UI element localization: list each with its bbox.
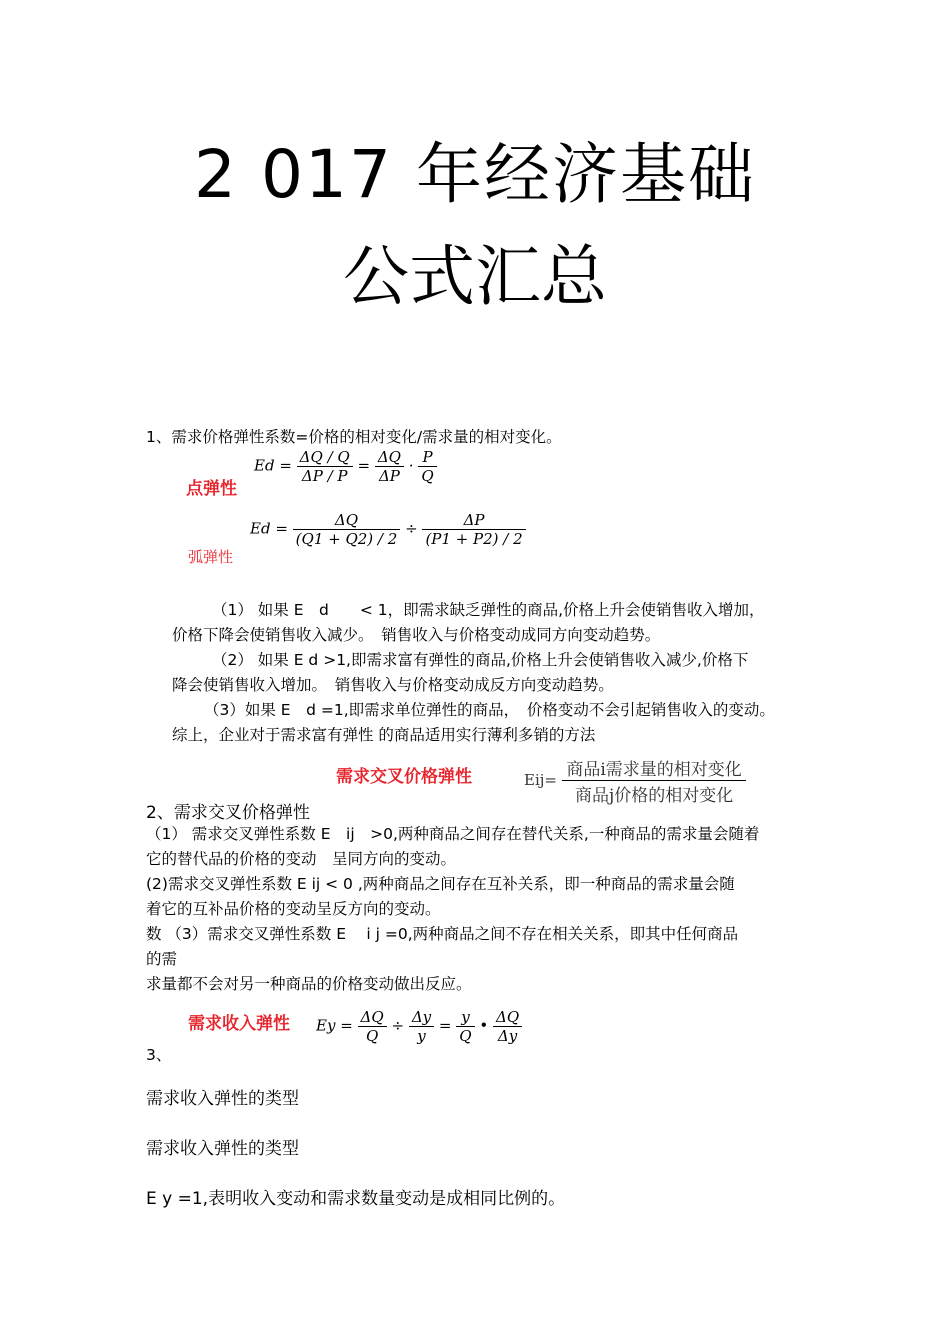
section3-number: 3、: [146, 1046, 172, 1064]
fraction-denominator: ΔP: [378, 467, 400, 485]
fraction-denominator: Δy: [497, 1027, 518, 1045]
section2-heading: 2、需求交叉价格弹性: [146, 803, 310, 823]
formula-fraction: [456, 1008, 474, 1045]
dot-operator: ·: [408, 456, 414, 475]
cross-elasticity-formula: [524, 755, 746, 806]
fraction-denominator: Q: [365, 1027, 379, 1045]
formula-lhs: Eij=: [524, 771, 557, 789]
point-elasticity-formula: [254, 448, 437, 485]
fraction-denominator: (P1 + P2) / 2: [425, 530, 523, 548]
fraction-numerator: ΔP: [422, 511, 525, 530]
equals-sign: =: [438, 1016, 452, 1035]
fraction-numerator: ΔQ: [493, 1008, 522, 1027]
income-elasticity-formula: [316, 1008, 522, 1045]
doc-title-line1: 2 017 年经济基础: [194, 136, 756, 213]
case1-line2: 价格下降会使销售收入减少。 销售收入与价格变动成同方向变动趋势。: [172, 626, 661, 644]
fraction-denominator: (Q1 + Q2) / 2: [295, 530, 398, 548]
formula-fraction: [409, 1008, 434, 1045]
cross-line3: (2)需求交叉弹性系数 E ij < 0 ,两种商品之间存在互补关系，即一种商品的需求量会随: [146, 875, 735, 893]
divide-sign: ÷: [405, 519, 418, 538]
fraction-denominator: Q: [459, 1027, 472, 1045]
formula-lhs: Ed =: [250, 519, 288, 538]
fraction-numerator: P: [418, 448, 436, 467]
case2-line2: 降会使销售收入增加。 销售收入与价格变动成反方向变动趋势。: [172, 676, 614, 694]
dot-operator: •: [479, 1016, 489, 1035]
cross-line6: 的需: [146, 950, 178, 968]
equals-sign: =: [357, 456, 371, 475]
income-type-heading: 需求收入弹性的类型: [146, 1089, 299, 1109]
cross-line2: 它的替代品的价格的变动 呈同方向的变动。: [146, 850, 457, 868]
formula-fraction: [562, 755, 745, 806]
cross-line7: 求量都不会对另一种商品的价格变动做出反应。: [146, 975, 472, 993]
formula-fraction: [493, 1008, 522, 1045]
fraction-numerator: ΔQ: [375, 448, 404, 467]
income-ey-equals-1: E y =1,表明收入变动和需求数量变动是成相同比例的。: [146, 1189, 566, 1209]
fraction-numerator: ΔQ: [293, 511, 401, 530]
formula-fraction: [297, 448, 353, 485]
formula-fraction: [375, 448, 404, 485]
formula-fraction: [422, 511, 525, 548]
formula-fraction: [418, 448, 436, 485]
cross-elasticity-label: 需求交叉价格弹性: [336, 767, 472, 787]
cross-line4: 着它的互补品价格的变动呈反方向的变动。: [146, 900, 441, 918]
point-elasticity-label: 点弹性: [186, 479, 237, 499]
fraction-numerator: Δy: [409, 1008, 434, 1027]
case2-line1: （2） 如果 E d >1,即需求富有弹性的商品,价格上升会使销售收入减少,价格下: [212, 651, 749, 669]
formula-fraction: [358, 1008, 387, 1045]
section1-heading: 1、需求价格弹性系数=价格的相对变化/需求量的相对变化。: [146, 428, 562, 446]
formula-lhs: Ed =: [254, 456, 292, 475]
fraction-numerator: 商品i需求量的相对变化: [562, 755, 745, 781]
fraction-numerator: ΔQ / Q: [297, 448, 353, 467]
doc-title-line2: 公式汇总: [343, 238, 607, 315]
arc-elasticity-label: 弧弹性: [188, 548, 234, 566]
formula-fraction: [293, 511, 401, 548]
cross-line5: 数 （3）需求交叉弹性系数 E i j =0,两种商品之间不存在相关关系，即其中任何商品: [146, 925, 739, 943]
fraction-denominator: ΔP / P: [301, 467, 348, 485]
fraction-denominator: 商品j价格的相对变化: [574, 786, 734, 806]
fraction-denominator: y: [417, 1027, 426, 1045]
arc-elasticity-formula: [250, 511, 526, 548]
income-type-heading-repeat: 需求收入弹性的类型: [146, 1139, 299, 1159]
formula-lhs: Ey =: [316, 1016, 353, 1035]
case1-line1: （1） 如果 E d < 1，即需求缺乏弹性的商品,价格上升会使销售收入增加，: [212, 601, 765, 619]
fraction-denominator: Q: [421, 467, 434, 485]
summary-line: 综上，企业对于需求富有弹性 的商品适用实行薄利多销的方法: [172, 726, 596, 744]
divide-sign: ÷: [391, 1016, 405, 1035]
income-elasticity-label: 需求收入弹性: [188, 1014, 290, 1034]
fraction-numerator: ΔQ: [358, 1008, 387, 1027]
fraction-numerator: y: [456, 1008, 474, 1027]
cross-line1: （1） 需求交叉弹性系数 E ij >0,两种商品之间存在替代关系,一种商品的需求量会随着: [146, 825, 760, 843]
case3-line1: （3）如果 E d =1,即需求单位弹性的商品， 价格变动不会引起销售收入的变动。: [204, 701, 775, 719]
